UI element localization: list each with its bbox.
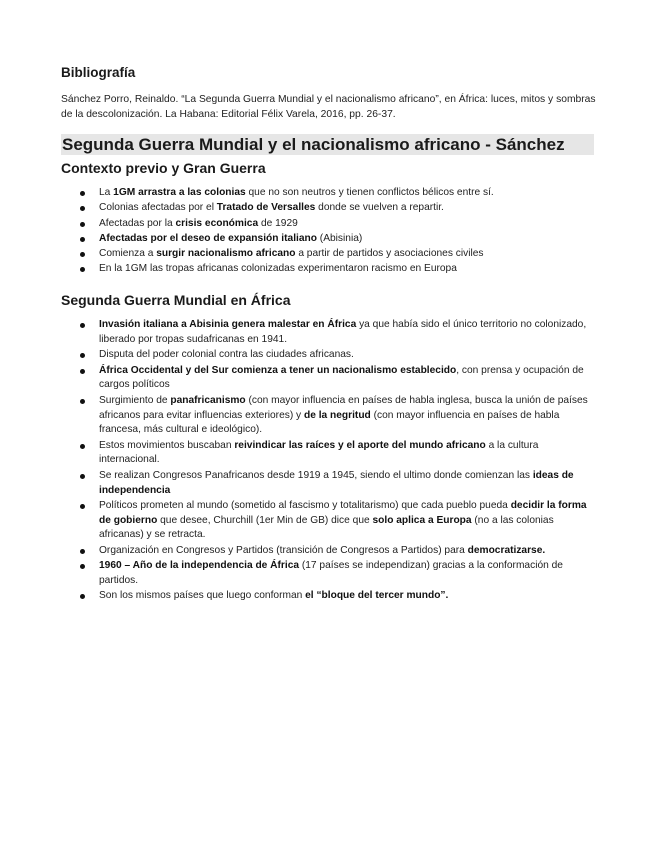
bullet-icon [80, 206, 85, 211]
list-item [61, 559, 592, 589]
text-run: ya que había sido el único territorio no colonizado, liberado por tropas sudafricanas en 1941. [99, 319, 587, 346]
bold-text: Tratado de Versalles [216, 202, 316, 214]
list-item [61, 394, 592, 438]
section-heading-context: Contexto previo y Gran Guerra [61, 160, 266, 176]
bibliography-citation: Sánchez Porro, Reinaldo. “La Segunda Guerra Mundial y el nacionalismo africano”, en África: luces, mitos y sombras de la descolonización. La Habana: Editorial Félix Varela, 2016, pp. 26-37. [61, 94, 596, 120]
bold-text: ideas de independencia [99, 469, 574, 496]
list-item [61, 201, 592, 216]
main-title: Segunda Guerra Mundial y el nacionalismo africano - Sánchez [61, 134, 594, 155]
list-item [61, 544, 592, 559]
bold-text: África Occidental y del Sur comienza a tener un nacionalismo establecido [99, 364, 457, 376]
text-run: (no a las colonias africanas) y se retracta. [99, 514, 554, 541]
text-run: Afectadas por la [99, 217, 176, 229]
text-run: , con prensa y ocupación de cargos políticos [99, 364, 584, 391]
bibliography-heading: Bibliografía [61, 65, 136, 80]
bold-text: de la negritud [303, 409, 371, 421]
bold-text: el “bloque del tercer mundo”. [305, 590, 449, 602]
text-run: (17 países se independizan) gracias a la conformación de partidos. [99, 560, 563, 586]
bold-text: panafricanismo [170, 394, 246, 406]
bullet-icon [80, 369, 85, 374]
bullet-icon [80, 594, 85, 599]
text-run: Son los mismos países que luego conforman [99, 590, 306, 602]
bullet-icon [80, 549, 85, 554]
text-run: Estos movimientos buscaban [99, 439, 235, 451]
text-run: (con mayor influencia en países de habla francesa, más cultural e ideológico). [99, 409, 560, 436]
text-run: que no son neutros y tienen conflictos bélicos entre sí. [245, 187, 494, 198]
bold-text: 1960 – Año de la independencia de África [99, 560, 300, 572]
bold-text: surgir nacionalismo africano [156, 248, 296, 260]
bold-text: Invasión italiana a Abisinia genera malestar en África [99, 319, 357, 331]
bold-text: crisis económica [175, 217, 259, 229]
bold-text: decidir la forma de gobierno [99, 499, 587, 526]
bullet-icon [80, 252, 85, 257]
list-item [61, 348, 592, 363]
list-item [61, 318, 592, 348]
bold-text: reivindicar las raíces y el aporte del mundo africano [234, 439, 486, 451]
bullet-icon [80, 237, 85, 242]
text-run: En la 1GM las tropas africanas colonizadas experimentaron racismo en Europa [99, 263, 457, 275]
bold-text: 1GM arrastra a las colonias [113, 187, 246, 198]
text-run: Organización en Congresos y Partidos (transición de Congresos a Partidos) para [99, 544, 468, 556]
bullet-icon [80, 564, 85, 569]
text-run: Surgimiento de [99, 394, 171, 406]
bold-text: Afectadas por el deseo de expansión italiano [99, 232, 317, 244]
bullet-icon [80, 323, 85, 328]
bullet-list-context [61, 186, 597, 277]
bold-text: solo aplica a Europa [372, 514, 472, 526]
bullet-icon [80, 399, 85, 404]
text-run: (con mayor influencia en países de habla inglesa, busca la unión de países africanos para evitar influencias exteriores) y [99, 394, 588, 421]
text-run: Políticos prometen al mundo (sometido al fascismo y totalitarismo) que cada pueblo pueda [99, 499, 511, 511]
bullet-icon [80, 191, 85, 196]
text-run: La [99, 187, 114, 198]
list-item [61, 186, 592, 201]
text-run: a partir de partidos y asociaciones civiles [295, 248, 484, 260]
section-heading-ww2: Segunda Guerra Mundial en África [61, 292, 291, 309]
bullet-icon [80, 474, 85, 479]
list-item [61, 247, 592, 262]
bold-text: democratizarse. [467, 544, 546, 556]
text-run: Comienza a [99, 248, 157, 260]
text-run: Disputa del poder colonial contra las ciudades africanas. [99, 349, 354, 361]
bullet-icon [80, 504, 85, 509]
list-item [61, 232, 592, 247]
list-item [61, 262, 592, 277]
list-item [61, 589, 592, 604]
list-item [61, 499, 592, 543]
bullet-icon [80, 222, 85, 227]
text-run: Se realizan Congresos Panafricanos desde 1919 a 1945, siendo el ultimo donde comienzan las [99, 469, 533, 481]
text-run: a la cultura internacional. [99, 439, 539, 466]
bullet-list-ww2 [61, 318, 597, 604]
text-run: (Abisinia) [316, 232, 363, 244]
list-item [61, 364, 592, 394]
text-run: que desee, Churchill (1er Min de GB) dice que [157, 514, 373, 526]
list-item [61, 469, 592, 499]
list-item [61, 217, 592, 232]
text-run: donde se vuelven a repartir. [315, 202, 444, 214]
text-run: de 1929 [258, 217, 298, 229]
bullet-icon [80, 444, 85, 449]
list-item [61, 439, 592, 469]
bullet-icon [80, 353, 85, 358]
text-run: Colonias afectadas por el [99, 202, 217, 214]
bullet-icon [80, 267, 85, 272]
